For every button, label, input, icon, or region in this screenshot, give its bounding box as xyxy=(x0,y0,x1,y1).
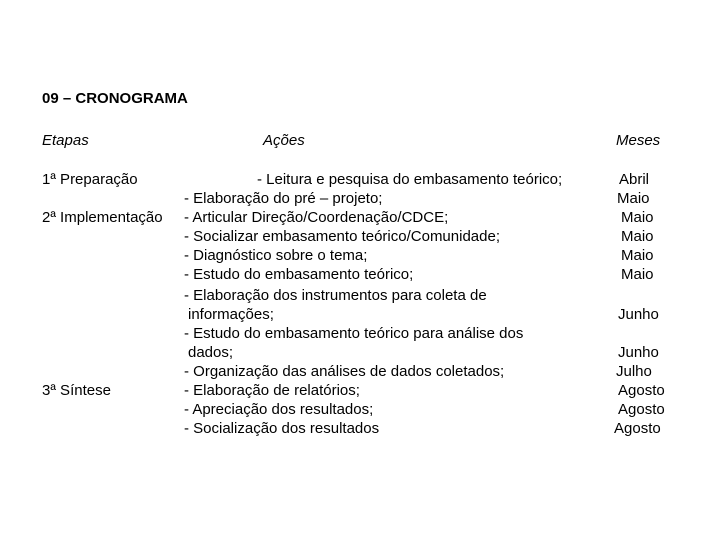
acao-item: - Socialização dos resultados xyxy=(184,420,380,437)
section-title: 09 – CRONOGRAMA xyxy=(42,90,188,107)
header-acoes: Ações xyxy=(263,132,305,149)
mes-item: Junho xyxy=(618,344,659,361)
mes-item: Abril xyxy=(619,171,650,188)
etapa-sintese: 3ª Síntese xyxy=(42,382,111,399)
etapa-implementacao: 2ª Implementação xyxy=(42,209,163,226)
acao-item: - Elaboração de relatórios; xyxy=(184,382,360,399)
acao-item: - Articular Direção/Coordenação/CDCE; xyxy=(184,209,449,226)
mes-item: Agosto xyxy=(618,382,665,399)
acao-item: - Elaboração do pré – projeto; xyxy=(184,190,383,207)
mes-item: Maio xyxy=(621,209,654,226)
acao-item: - Elaboração dos instrumentos para coleta de xyxy=(184,287,487,304)
mes-item: Maio xyxy=(621,266,654,283)
acao-item: - Socializar embasamento teórico/Comunidade; xyxy=(184,228,500,245)
acao-item-continuation: dados; xyxy=(188,344,234,361)
mes-item: Maio xyxy=(621,247,654,264)
mes-item: Julho xyxy=(616,363,652,380)
acao-item: - Apreciação dos resultados; xyxy=(184,401,374,418)
header-meses: Meses xyxy=(616,132,661,149)
mes-item: Maio xyxy=(621,228,654,245)
mes-item: Agosto xyxy=(618,401,665,418)
acao-item: - Diagnóstico sobre o tema; xyxy=(184,247,368,264)
header-etapas: Etapas xyxy=(42,132,89,149)
acao-item-continuation: informações; xyxy=(188,306,274,323)
acao-item: - Leitura e pesquisa do embasamento teórico; xyxy=(257,171,563,188)
acao-item: - Estudo do embasamento teórico; xyxy=(184,266,414,283)
etapa-preparacao: 1ª Preparação xyxy=(42,171,138,188)
mes-item: Agosto xyxy=(614,420,661,437)
acao-item: - Organização das análises de dados coletados; xyxy=(184,363,505,380)
acao-item: - Estudo do embasamento teórico para análise dos xyxy=(184,325,524,342)
mes-item: Maio xyxy=(617,190,650,207)
mes-item: Junho xyxy=(618,306,659,323)
